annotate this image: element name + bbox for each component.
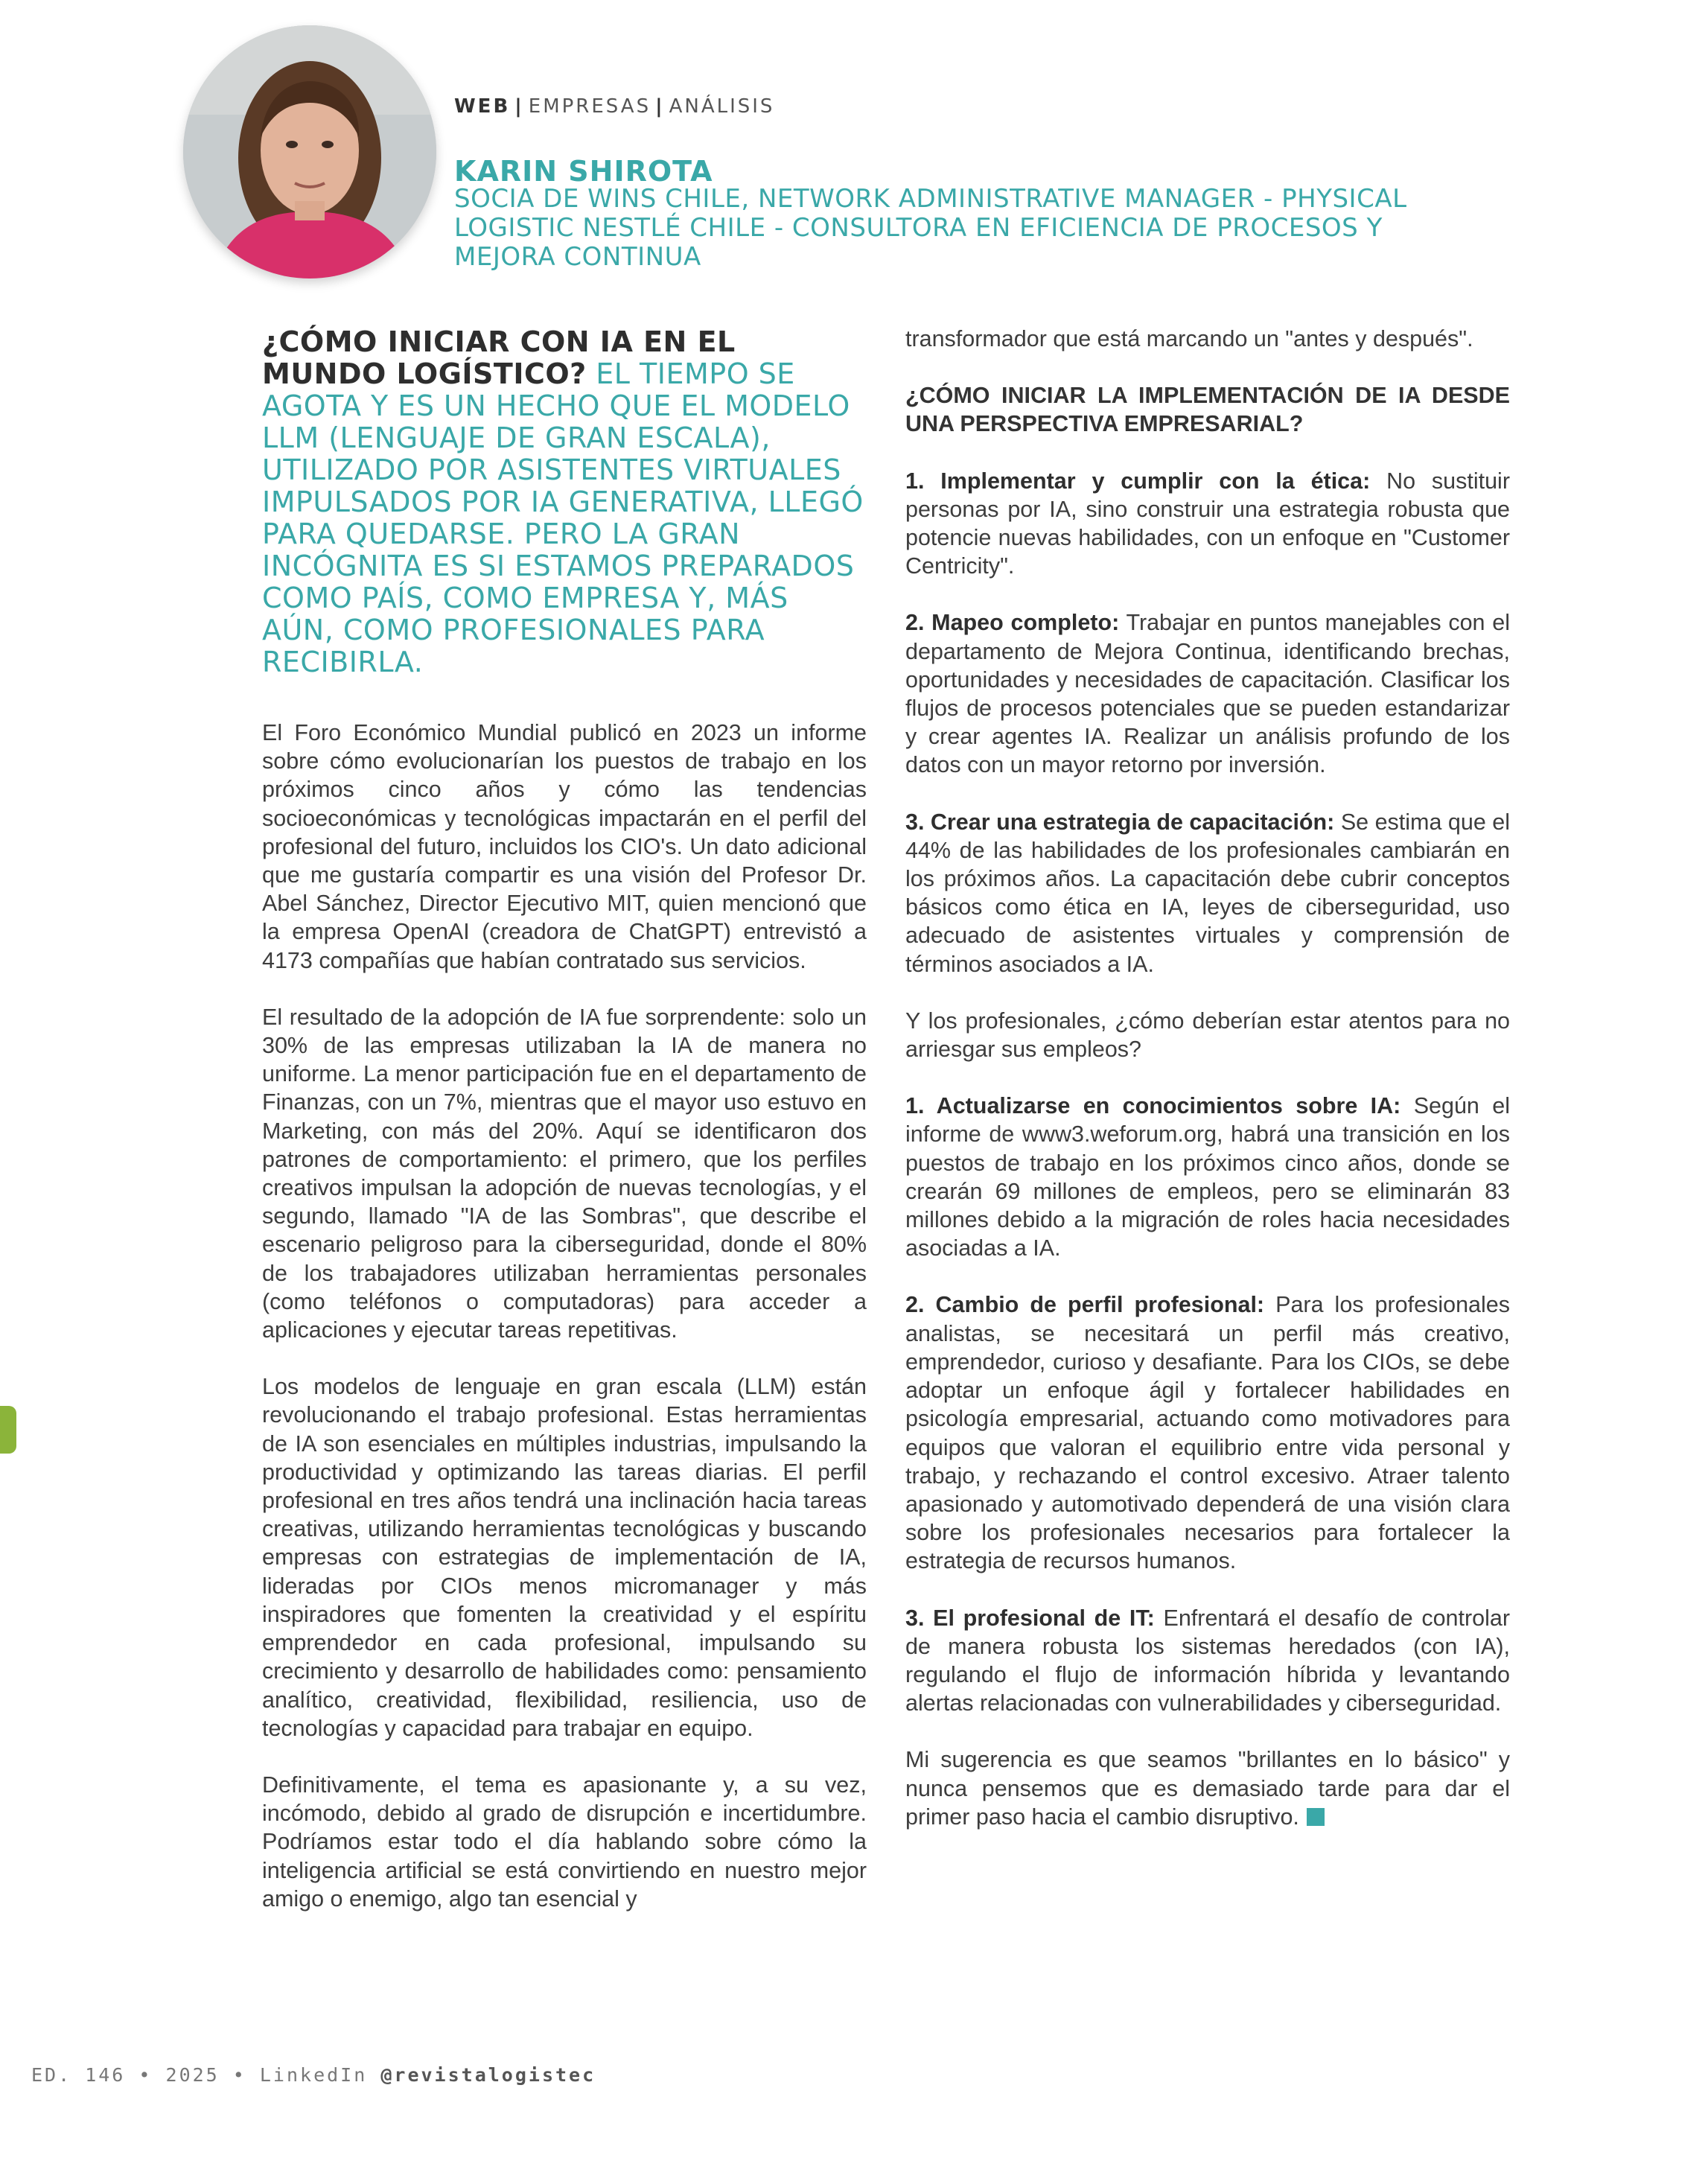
- section-separator: |: [514, 95, 524, 118]
- body-paragraph: Los modelos de lenguaje en gran escala (LLM) están revolucionando el trabajo profesional. Estas herramientas de IA son esenciales en múltiples industrias, impulsando la productividad y optimizando las tareas diarias. El perfil profesional en tres años tendrá una inclinación hacia tareas creativas, utilizando herramientas tecnológicas y buscando empresas con estrategias de implementación de IA, lideradas por CIOs menos micromanager y más inspiradores que fomenten la creatividad y el espíritu emprendedor en cada profesional, impulsando su crecimiento y desarrollo de habilidades como: pensamiento analítico, creatividad, flexibilidad, resiliencia, uso de tecnologías y capacidad para trabajar en equipo.: [262, 1374, 867, 1741]
- footer-handle: @revistalogistec: [380, 2064, 596, 2086]
- left-column: [262, 326, 867, 1941]
- page-footer: [31, 2064, 596, 2086]
- list-item-text: Según el informe de www3.weforum.org, habrá una transición en los puestos de trabajo en los próximos cinco años, donde se crearán 69 millones de empleos, pero se eliminarán 83 millones debido a la migración de roles hacia necesidades asociadas a IA.: [905, 1093, 1510, 1261]
- subheading-implementation: ¿CÓMO INICIAR LA IMPLEMENTACIÓN DE IA DESDE UNA PERSPECTIVA EMPRESARIAL?: [905, 383, 1510, 437]
- section-web: WEB: [454, 95, 511, 118]
- body-paragraph: El resultado de la adopción de IA fue sorprendente: solo un 30% de las empresas utilizaban la IA de manera no uniforme. La menor participación fue en el departamento de Finanzas, con un 7%, mientras que el mayor uso estuvo en Marketing, con más del 20%. Aquí se identificaron dos patrones de comportamiento: el primero, que los perfiles creativos impulsan la adopción de nuevas tecnologías, y el segundo, llamado "IA de las Sombras", que describe el escenario peligroso para la ciberseguridad, donde el 80% de los trabajadores utilizaban herramientas personales (como teléfonos o computadoras) para acceder a aplicaciones y ejecutar tareas repetitivas.: [262, 1004, 867, 1343]
- continuation-paragraph: transformador que está marcando un "antes y después".: [905, 326, 1473, 351]
- intro-text: EL TIEMPO SE AGOTA Y ES UN HECHO QUE EL MODELO LLM (LENGUAJE DE GRAN ESCALA), UTILIZADO POR ASISTENTES VIRTUALES IMPULSADOS POR IA GENERATIVA, LLEGÓ PARA QUEDARSE. PERO LA GRAN INCÓGNITA ES SI ESTAMOS PREPARADOS COMO PAÍS, COMO EMPRESA Y, MÁS AÚN, COMO PROFESIONALES PARA RECIBIRLA.: [262, 357, 864, 678]
- section-empresas: EMPRESAS: [528, 95, 651, 118]
- list-item-lead: 3. El profesional de IT:: [905, 1605, 1155, 1631]
- page-edge-tab: [0, 1406, 16, 1454]
- list-item-lead: 1. Implementar y cumplir con la ética:: [905, 468, 1371, 494]
- list-item-lead: 2. Mapeo completo:: [905, 610, 1120, 636]
- list-item: [905, 467, 1510, 581]
- closing-text: Mi sugerencia es que seamos "brillantes en lo básico" y nunca pensemos que es demasiado tarde para dar el primer paso hacia el cambio disruptivo.: [905, 1747, 1510, 1830]
- author-role: SOCIA DE WINS CHILE, NETWORK ADMINISTRATIVE MANAGER - PHYSICAL LOGISTIC NESTLÉ CHILE - CONSULTORA EN EFICIENCIA DE PROCESOS Y MEJORA CONTINUA: [454, 184, 1407, 272]
- section-separator: |: [655, 95, 665, 118]
- author-photo: [183, 25, 436, 278]
- list-item-text: Trabajar en puntos manejables con el departamento de Mejora Continua, identificando brechas, oportunidades y necesidades de capacitación. Clasificar los flujos de procesos potenciales que se pueden estandarizar y crear agentes IA. Realizar un análisis profundo de los datos con un mayor retorno por inversión.: [905, 610, 1510, 778]
- closing-paragraph: [905, 1745, 1510, 1831]
- section-analisis: ANÁLISIS: [669, 95, 775, 118]
- list-item: [905, 608, 1510, 779]
- end-of-article-square-icon: [1307, 1808, 1325, 1826]
- professionals-question: Y los profesionales, ¿cómo deberían estar atentos para no arriesgar sus empleos?: [905, 1008, 1510, 1063]
- list-item: [905, 1092, 1510, 1262]
- list-item-text: Para los profesionales analistas, se necesitará un perfil más creativo, emprendedor, curioso y desafiante. Para los CIOs, se debe adoptar un enfoque ágil y fortalecer habilidades en psicología empresarial, actuando como motivadores para equipos que valoran el equilibrio entre vida personal y trabajo, y rechazando el control excesivo. Atraer talento apasionado y automotivado dependerá de una visión clara sobre los profesionales necesarios para fortalecer la estrategia de recursos humanos.: [905, 1292, 1510, 1574]
- body-paragraph: Definitivamente, el tema es apasionante y, a su vez, incómodo, debido al grado de disrupción e incertidumbre. Podríamos estar todo el día hablando sobre cómo la inteligencia artificial se está convirtiendo en nuestro mejor amigo o enemigo, algo tan esencial y: [262, 1772, 867, 1912]
- right-column: [905, 325, 1510, 1859]
- list-item: [905, 1290, 1510, 1575]
- list-item-text: Se estima que el 44% de las habilidades de los profesionales cambiarán en los próximos años. La capacitación debe cubrir conceptos básicos como ética en IA, leyes de ciberseguridad, uso adecuado de asistentes virtuales y comprensión de términos asociados a IA.: [905, 809, 1511, 977]
- footer-edition: ED. 146 • 2025 • LinkedIn: [31, 2064, 381, 2086]
- list-item: [905, 808, 1510, 978]
- list-item-lead: 3. Crear una estrategia de capacitación:: [905, 809, 1335, 835]
- list-item-lead: 2. Cambio de perfil profesional:: [905, 1292, 1265, 1318]
- list-item-lead: 1. Actualizarse en conocimientos sobre IA:: [905, 1093, 1401, 1119]
- intro-question: ¿CÓMO INICIAR CON IA EN EL MUNDO LOGÍSTICO?: [262, 325, 736, 390]
- list-item: [905, 1604, 1510, 1718]
- author-name: KARIN SHIROTA: [454, 155, 713, 188]
- list-item-text: Enfrentará el desafío de controlar de manera robusta los sistemas heredados (con IA), regulando el flujo de información híbrida y levantando alertas relacionadas con vulnerabilidades y ciberseguridad.: [905, 1605, 1510, 1716]
- intro-lead: [262, 326, 867, 678]
- author-portrait-illustration: [183, 25, 436, 278]
- list-item-text: No sustituir personas por IA, sino construir una estrategia robusta que potencie nuevas habilidades, con un enfoque en "Customer Centricity".: [905, 468, 1510, 579]
- body-paragraph: El Foro Económico Mundial publicó en 2023 un informe sobre cómo evolucionarían los puestos de trabajo en los próximos cinco años y cómo las tendencias socioeconómicas y tecnológicas impactarán en el perfil del profesional del futuro, incluidos los CIO's. Un dato adicional que me gustaría compartir es una visión del Profesor Dr. Abel Sánchez, Director Ejecutivo MIT, quien mencionó que la empresa OpenAI (creadora de ChatGPT) entrevistó a 4173 compañías que habían contratado sus servicios.: [262, 720, 867, 973]
- section-label: [454, 95, 774, 118]
